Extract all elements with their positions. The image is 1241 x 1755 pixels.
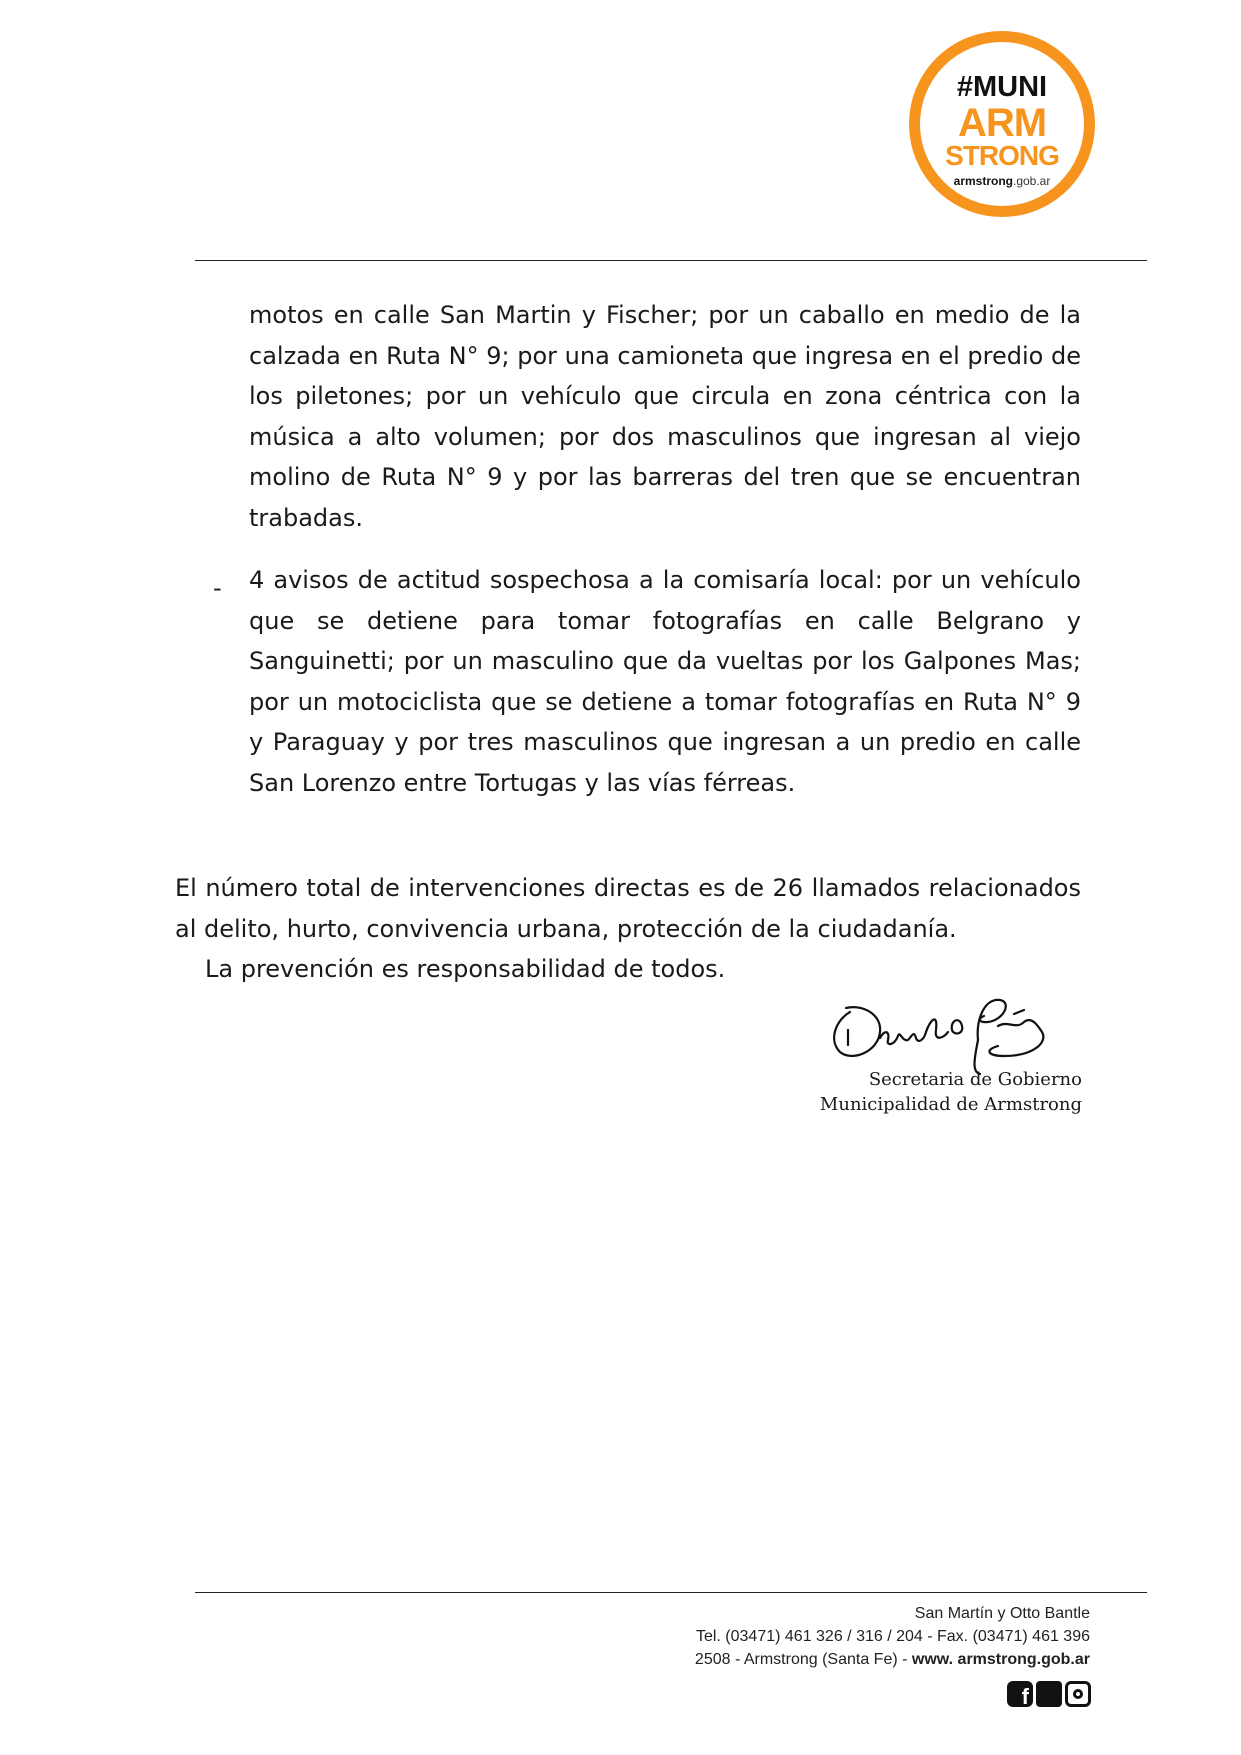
signatory-organization: Municipalidad de Armstrong — [819, 1094, 1082, 1115]
bullet-marker: - — [213, 574, 222, 602]
logo-hashtag: #MUNI — [956, 71, 1048, 103]
header-divider — [195, 260, 1147, 261]
body-paragraph-1: motos en calle San Martin y Fischer; por un caballo en medio de la calzada en Ruta N° 9; por una camioneta que ingresa en el predio de los piletones; por un vehículo que circula en zona céntrica con la música a alto volumen; por dos masculinos que ingresan al viejo molino de Ruta N° 9 y por las barreras del tren que se encuentran trabadas. — [249, 301, 1081, 532]
footer-address: San Martín y Otto Bantle — [914, 1605, 1090, 1622]
logo-url: armstrong.gob.ar — [953, 174, 1051, 188]
closing-line: La prevención es responsabilidad de todos. — [205, 955, 726, 983]
facebook-icon[interactable] — [1007, 1681, 1033, 1707]
footer-divider — [195, 1592, 1147, 1593]
logo-strong: STRONG — [945, 140, 1059, 171]
twitter-icon[interactable] — [1036, 1681, 1062, 1707]
footer-phone: Tel. (03471) 461 326 / 316 / 204 - Fax. (03471) 461 396 — [695, 1628, 1090, 1645]
signatory-title: Secretaria de Gobierno — [868, 1069, 1082, 1090]
handwritten-signature — [828, 990, 1078, 1080]
body-paragraph-2: 4 avisos de actitud sospechosa a la comisaría local: por un vehículo que se detiene para tomar fotografías en calle Belgrano y Sanguinetti; por un masculino que da vueltas por los Galpones Mas; por un motociclista que se detiene a tomar fotografías en Ruta N° 9 y Paraguay y por tres masculinos que ingresan a un predio en calle San Lorenzo entre Tortugas y las vías férreas. — [249, 566, 1081, 797]
instagram-icon[interactable] — [1065, 1681, 1091, 1707]
footer-city-website: 2508 - Armstrong (Santa Fe) - www. armstrong.gob.ar — [694, 1651, 1090, 1668]
footer-website-link[interactable]: www. armstrong.gob.ar — [911, 1651, 1090, 1668]
social-icons — [1007, 1681, 1091, 1707]
municipality-logo — [909, 31, 1095, 217]
logo-arm: ARM — [957, 101, 1047, 145]
summary-paragraph: El número total de intervenciones directas es de 26 llamados relacionados al delito, hurto, convivencia urbana, protección de la ciudadanía. — [175, 874, 1081, 943]
